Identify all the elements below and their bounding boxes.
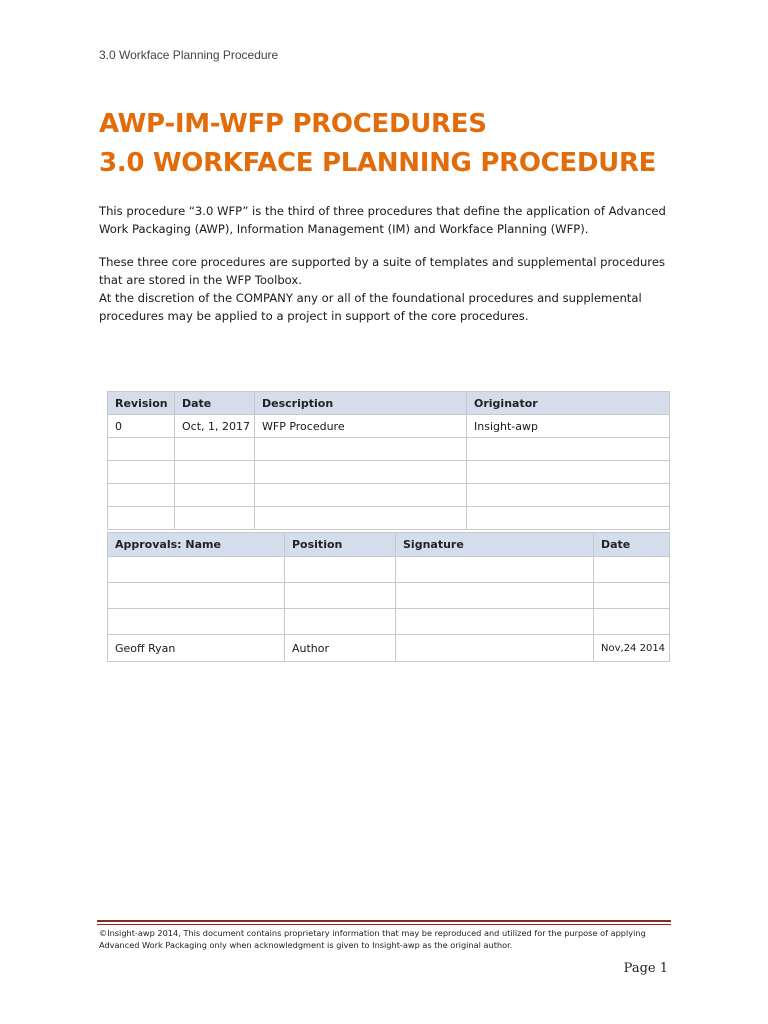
name-cell [108, 609, 285, 635]
description-cell [255, 461, 467, 484]
description-cell [255, 507, 467, 530]
approvals-header-signature: Signature [396, 533, 594, 557]
date-cell: Nov,24 2014 [594, 635, 670, 662]
originator-cell [467, 438, 670, 461]
date-cell [175, 484, 255, 507]
table-row [108, 507, 670, 530]
approvals-header-date: Date [594, 533, 670, 557]
description-cell [255, 438, 467, 461]
revision-header-revision: Revision [108, 392, 175, 415]
date-cell [175, 507, 255, 530]
table-row [108, 461, 670, 484]
description-cell [255, 484, 467, 507]
revision-cell [108, 461, 175, 484]
originator-cell: Insight-awp [467, 415, 670, 438]
table-row [108, 635, 670, 662]
date-cell [594, 557, 670, 583]
revision-header-row [108, 392, 670, 415]
table-row [108, 583, 670, 609]
signature-cell [396, 583, 594, 609]
revision-table [107, 391, 670, 530]
date-cell: Oct, 1, 2017 [175, 415, 255, 438]
date-cell [594, 609, 670, 635]
approvals-table [107, 532, 670, 662]
signature-cell [396, 557, 594, 583]
table-row [108, 557, 670, 583]
revision-header-date: Date [175, 392, 255, 415]
date-cell [175, 438, 255, 461]
approvals-header-name: Approvals: Name [108, 533, 285, 557]
page-number: Page 1 [623, 961, 668, 976]
originator-cell [467, 461, 670, 484]
revision-cell: 0 [108, 415, 175, 438]
revision-cell [108, 438, 175, 461]
approvals-header-position: Position [285, 533, 396, 557]
revision-cell [108, 507, 175, 530]
name-cell: Geoff Ryan [108, 635, 285, 662]
table-row [108, 415, 670, 438]
description-cell: WFP Procedure [255, 415, 467, 438]
document-subtitle: 3.0 WORKFACE PLANNING PROCEDURE [99, 148, 657, 178]
footer-rule [97, 920, 671, 922]
discretion-paragraph: At the discretion of the COMPANY any or all of the foundational procedures and supplemental procedures may be applied to a project in support of the core procedures. [99, 291, 642, 323]
footer-rule-thin [97, 924, 671, 925]
intro-paragraph: This procedure “3.0 WFP” is the third of three procedures that define the application of Advanced Work Packaging (AWP), Information Management (IM) and Workface Planning (WFP). [99, 204, 666, 236]
signature-cell [396, 635, 594, 662]
position-cell [285, 583, 396, 609]
table-row [108, 609, 670, 635]
name-cell [108, 557, 285, 583]
running-header: 3.0 Workface Planning Procedure [99, 48, 279, 62]
revision-header-originator: Originator [467, 392, 670, 415]
position-cell: Author [285, 635, 396, 662]
copyright-notice: ©Insight-awp 2014, This document contains proprietary information that may be reproduced and utilized for the purpose of applying Advanced Work Packaging only when acknowledgment is given to Insight-awp as the original author. [99, 928, 646, 950]
signature-cell [396, 609, 594, 635]
approvals-header-row [108, 533, 670, 557]
position-cell [285, 609, 396, 635]
originator-cell [467, 484, 670, 507]
document-title: AWP-IM-WFP PROCEDURES [99, 109, 487, 139]
support-paragraph: These three core procedures are supported by a suite of templates and supplemental procedures that are stored in the WFP Toolbox. [99, 255, 665, 287]
name-cell [108, 583, 285, 609]
position-cell [285, 557, 396, 583]
table-row [108, 484, 670, 507]
revision-header-description: Description [255, 392, 467, 415]
date-cell [175, 461, 255, 484]
revision-cell [108, 484, 175, 507]
originator-cell [467, 507, 670, 530]
table-row [108, 438, 670, 461]
date-cell [594, 583, 670, 609]
